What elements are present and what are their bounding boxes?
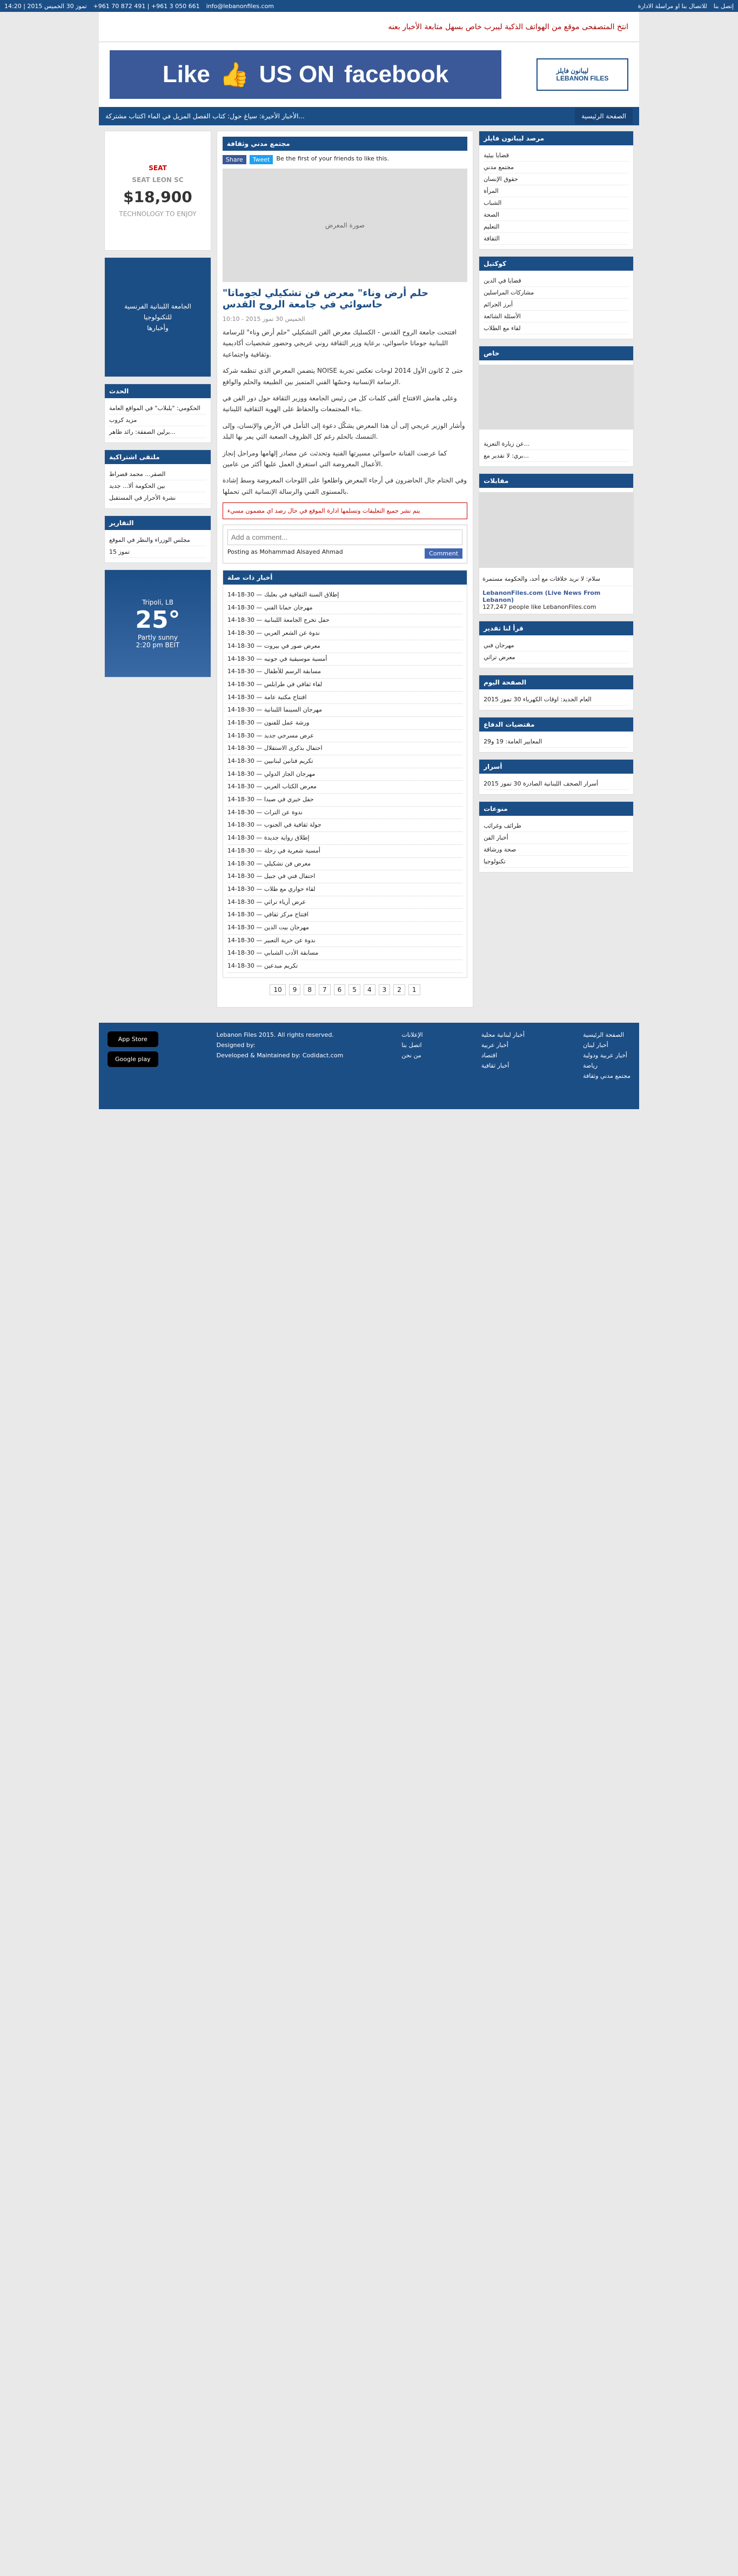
page-link[interactable]: 4 xyxy=(364,984,375,995)
section-title: مجتمع مدني وثقافة xyxy=(223,137,467,151)
announcement-strip xyxy=(99,12,639,42)
footer-link[interactable]: رياضة xyxy=(583,1062,598,1069)
weather-status: Partly sunny xyxy=(137,633,178,641)
topbar-action-0[interactable]: إتصل بنا xyxy=(713,2,734,10)
interview-image xyxy=(479,492,633,568)
article-paragraph: كما عرضت الفنانة حاسوائي مسيرتها الفنية وتحدثت عن مصادر إلهامها ومراحل إنجاز الأعمال المعروضة التي استغرق العمل عليها أكثر من عامين. xyxy=(222,449,447,468)
site-footer xyxy=(99,1023,639,1109)
comment-actions xyxy=(227,548,462,559)
read-title: قرأ لنا تقدير xyxy=(479,621,633,635)
observatory-item[interactable]: التعليم xyxy=(484,221,629,233)
page-link[interactable]: 9 xyxy=(289,984,301,995)
fb-page-name: LebanonFiles.com (Live News From Lebanon) xyxy=(482,589,601,603)
related-item[interactable]: 14-18-30 — حفل تخرج الجامعة اللبنانية xyxy=(227,614,462,627)
topbar-date: 14:20 | 2015 تموز 30 الخميس xyxy=(4,2,87,10)
google-play-button[interactable]: Google play xyxy=(108,1051,158,1067)
tweet-button[interactable]: Tweet xyxy=(250,155,273,164)
related-item[interactable]: 14-18-30 — عرض مسرحي جديد xyxy=(227,730,462,743)
observatory-item[interactable]: المرأة xyxy=(484,185,629,197)
footer-link[interactable]: أخبار لبنان xyxy=(583,1041,608,1049)
related-item[interactable]: 14-18-30 — جولة ثقافية في الجنوب xyxy=(227,819,462,832)
comment-input[interactable] xyxy=(227,529,462,545)
defense-item[interactable]: المعايير العامة: 19 و29 xyxy=(484,736,629,748)
ad-car-model: SEAT LEON SC xyxy=(132,176,184,184)
ad-uni[interactable] xyxy=(105,258,211,377)
latest-text[interactable]: سياغ حول: كتاب الفصل المزيل في الماء اكتتاب مشتركة... xyxy=(105,112,305,120)
today-list xyxy=(479,689,633,710)
cocktail-item[interactable]: لقاء مع الطلاب xyxy=(484,323,629,334)
related-item[interactable]: 14-18-30 — لقاء حواري مع طلاب xyxy=(227,883,462,896)
ad-uni-line2: للتكنولوجيا xyxy=(143,313,172,321)
related-item[interactable]: 14-18-30 — مسابقة الرسم للأطفال xyxy=(227,666,462,679)
related-item[interactable]: 14-18-30 — احتفال بذكرى الاستقلال xyxy=(227,742,462,755)
logo-text xyxy=(556,67,609,82)
related-item[interactable]: 14-18-30 — تكريم فنانين لبنانيين xyxy=(227,755,462,768)
footer-developed[interactable]: Developed & Maintained by: Codidact.com xyxy=(216,1051,344,1059)
footer-apps xyxy=(108,1031,158,1101)
sports-list xyxy=(105,464,211,508)
footer-link[interactable]: مجتمع مدني وثقافة xyxy=(583,1072,630,1079)
interviews-box xyxy=(479,473,634,614)
related-item[interactable]: 14-18-30 — حفل خيري في صيدا xyxy=(227,794,462,807)
share-button[interactable]: Share xyxy=(223,155,246,164)
footer-copyright: Lebanon Files 2015. All rights reserved. xyxy=(216,1031,334,1038)
defense-box xyxy=(479,717,634,753)
ad-uni-box[interactable] xyxy=(104,257,211,377)
posting-as: Posting as Mohammad Alsayed Ahmad xyxy=(227,548,343,556)
special-image xyxy=(479,365,633,430)
observatory-item[interactable]: الثقافة xyxy=(484,233,629,245)
interview-caption[interactable]: سلام: لا نريد خلافات مع أحد، والحكومة مستمرة xyxy=(482,575,600,582)
ad-car-cta: TECHNOLOGY TO ENJOY xyxy=(119,210,197,218)
cocktail-box xyxy=(479,256,634,339)
page-link[interactable]: 10 xyxy=(270,984,285,995)
quiz-item[interactable]: 15 تموز xyxy=(109,546,206,558)
observatory-item[interactable]: مجتمع مدني xyxy=(484,162,629,173)
page-link[interactable]: 7 xyxy=(319,984,331,995)
sports-box-title: ملتقى اشتراكية xyxy=(105,450,211,464)
footer-col1 xyxy=(583,1031,630,1101)
cocktail-item[interactable]: مشاركات المراسلين xyxy=(484,287,629,299)
related-item[interactable]: 14-18-30 — افتتاح مركز ثقافي xyxy=(227,909,462,922)
latest-label: الأخبار الأخيرة: xyxy=(259,112,299,120)
cocktail-item[interactable]: قضايا في الدين xyxy=(484,275,629,287)
page-link[interactable]: 5 xyxy=(348,984,360,995)
facebook-banner[interactable] xyxy=(110,50,501,99)
site-logo[interactable] xyxy=(536,58,628,91)
article-paragraph: افتتحت جامعة الروح القدس - الكسليك معرض الفن التشكيلي "حلم أرض وناء" للرسامة اللبنانية جوماتا حاسوائي، برعاية وزير الثقافة روني عريجي وحضور شخصيات أكاديمية وثقافية واجتماعية. xyxy=(222,328,457,358)
related-item[interactable]: 14-18-30 — معرض فن تشكيلي xyxy=(227,858,462,871)
footer-link[interactable]: الصفحة الرئيسية xyxy=(583,1031,625,1038)
right-column xyxy=(479,131,634,1008)
sports-item[interactable]: الصقر... محمد قصراط xyxy=(109,468,206,480)
special-item[interactable]: عن زيارة التعزية... xyxy=(484,438,629,450)
quiz-box xyxy=(104,515,211,563)
cocktail-title: كوكتيل xyxy=(479,257,633,271)
misc-item[interactable]: تكنولوجيا xyxy=(484,856,629,868)
latest-box-title: الحدث xyxy=(105,384,211,398)
special-box xyxy=(479,346,634,467)
related-box xyxy=(223,570,467,978)
content-area xyxy=(99,125,639,1013)
ad-car[interactable] xyxy=(105,131,211,250)
article-paragraph: يتضمن المعرض الذي تنظمه شركة NOISE حتى 2 كانون الأول 2014 لوحات تعكس تجربة الرسامة الإنسانية وحسّها الفني المتميز بين الطبيعة والحلم والواقع. xyxy=(222,367,464,386)
quiz-list xyxy=(105,530,211,562)
sports-item[interactable]: بين الحكومة ألا... جديد xyxy=(109,480,206,492)
observatory-item[interactable]: الشباب xyxy=(484,197,629,209)
article-image xyxy=(223,169,467,282)
fb-like-text: Like xyxy=(162,61,210,88)
related-item[interactable]: 14-18-30 — مهرجان السينما اللبنانية xyxy=(227,704,462,717)
footer-credits xyxy=(217,1031,344,1101)
topbar-email[interactable]: info@lebanonfiles.com xyxy=(206,2,274,10)
related-item[interactable]: 14-18-30 — ندوة عن حرية التعبير xyxy=(227,935,462,948)
section-header xyxy=(223,137,467,151)
page-link[interactable]: 6 xyxy=(334,984,346,995)
thumb-icon: 👍 xyxy=(219,62,250,88)
read-list xyxy=(479,635,633,668)
read-item[interactable]: معرض تراثي xyxy=(484,652,629,663)
pagination xyxy=(223,984,467,995)
main-column xyxy=(217,131,473,1008)
sports-box xyxy=(104,450,211,509)
page-link[interactable]: 3 xyxy=(379,984,391,995)
topbar-phones: +961 70 872 491 | +961 3 050 661 xyxy=(93,2,200,10)
secrets-list xyxy=(479,774,633,794)
observatory-item[interactable]: الصحة xyxy=(484,209,629,221)
defense-list xyxy=(479,732,633,752)
related-item[interactable]: 14-18-30 — إطلاق رواية جديدة xyxy=(227,832,462,845)
footer-col2 xyxy=(481,1031,525,1101)
special-list xyxy=(479,434,633,466)
ad-car-price: $18,900 xyxy=(123,187,192,206)
latest-news-text xyxy=(105,112,305,120)
related-item[interactable]: 14-18-30 — مسابقة الأدب الشبابي xyxy=(227,947,462,960)
footer-designed: Designed by: xyxy=(216,1041,256,1049)
footer-link[interactable]: أخبار عربية ودولية xyxy=(583,1051,627,1059)
misc-box xyxy=(479,801,634,873)
latest-list xyxy=(105,398,211,442)
article-paragraph: وفي الختام جال الحاضرون في أرجاء المعرض واطلعوا على اللوحات المعروضة وسط إشادة بالمستوى الفني والرسالة الإنسانية التي تحملها. xyxy=(222,477,467,495)
article-paragraph: وأشار الوزير عريجي إلى أن هذا المعرض يشكّل دعوة إلى التأمل في الأرض والإنسان، وإلى التمسك بالحلم رغم كل الظروف الصعبة التي يمر بها البلد. xyxy=(222,421,465,441)
main-nav xyxy=(99,107,639,125)
misc-item[interactable]: صحة ورشاقة xyxy=(484,844,629,856)
interviews-title: مقابلات xyxy=(479,474,633,488)
latest-item[interactable]: الحكومي: "يلبلاب" في المواقع العامة xyxy=(109,403,206,414)
footer-col3 xyxy=(401,1031,422,1101)
related-item[interactable]: 14-18-30 — عرض أزياء تراثي xyxy=(227,896,462,909)
topbar-action-1[interactable]: للاتصال بنا او مراسلة الادارة xyxy=(638,2,707,10)
observatory-item[interactable]: حقوق الإنسان xyxy=(484,173,629,185)
fb-brand-text: facebook xyxy=(344,61,449,88)
app-store-button[interactable]: App Store xyxy=(108,1031,158,1047)
page-link[interactable]: 2 xyxy=(393,984,405,995)
related-item[interactable]: 14-18-30 — مهرجان حمانا الفني xyxy=(227,602,462,615)
page-link[interactable]: 1 xyxy=(408,984,420,995)
weather-temp: 25° xyxy=(135,606,180,634)
article-title: "حلم أرض وناء" معرض فن تشكيلي لجوماتا حاسوائي في جامعة الروح القدس xyxy=(222,287,428,310)
footer-link[interactable]: أخبار عربية xyxy=(481,1041,508,1049)
top-bar xyxy=(0,0,738,12)
related-item[interactable]: 14-18-30 — إطلاق السنة الثقافية في بعلبك xyxy=(227,589,462,602)
comment-button[interactable]: Comment xyxy=(425,548,462,559)
footer-link[interactable]: اتصل بنا xyxy=(401,1041,422,1049)
logo-ar: ليبانون فايلز xyxy=(556,67,589,75)
special-item[interactable]: بري: لا تقدير مع... xyxy=(484,450,629,462)
ad-uni-line1: الجامعة اللبنانية الفرنسية xyxy=(124,303,191,310)
left-column xyxy=(104,131,211,1008)
related-item[interactable]: 14-18-30 — مهرجان الجاز الدولي xyxy=(227,768,462,781)
related-item[interactable]: 14-18-30 — مهرجان بيت الدين xyxy=(227,922,462,935)
today-item[interactable]: العام الجديد: اوقات الكهرباء 30 تموز 2015 xyxy=(484,694,629,706)
weather-time: 2:20 pm BEIT xyxy=(136,641,180,649)
defense-title: مقتضيات الدفاع xyxy=(479,717,633,732)
article-paragraph: وعلى هامش الافتتاح ألقى كلمات كل من رئيس الجامعة ووزير الثقافة حول دور الفن في بناء المجتمعات والحفاظ على الهوية الثقافية اللبنانية. xyxy=(222,394,457,413)
ad-car-brand: SEAT xyxy=(149,164,167,172)
related-item[interactable]: 14-18-30 — أمسية شعرية في زحلة xyxy=(227,845,462,858)
related-item[interactable]: 14-18-30 — ورشة عمل للفنون xyxy=(227,717,462,730)
footer-link[interactable]: أخبار لبنانية محلية xyxy=(481,1031,525,1038)
related-item[interactable]: 14-18-30 — أمسية موسيقية في جونيه xyxy=(227,653,462,666)
read-box xyxy=(479,621,634,668)
secrets-title: أسرار xyxy=(479,760,633,774)
fb-us-text: US ON xyxy=(259,61,335,88)
related-list xyxy=(223,585,467,977)
share-bar xyxy=(223,155,467,164)
related-item[interactable]: 14-18-30 — ندوة عن الشعر العربي xyxy=(227,627,462,640)
article-date: الخميس 30 تموز 2015 - 10:10 xyxy=(222,316,305,323)
related-item[interactable]: 14-18-30 — تكريم مبدعين xyxy=(227,960,462,973)
today-title: الصفحة اليوم xyxy=(479,675,633,689)
misc-list xyxy=(479,816,633,872)
logo-en: LEBANON FILES xyxy=(556,75,609,82)
cocktail-item[interactable]: أبرز الجرائم xyxy=(484,299,629,311)
misc-item[interactable]: طرائف وغرائب xyxy=(484,820,629,832)
related-item[interactable]: 14-18-30 — معرض صور في بيروت xyxy=(227,640,462,653)
secrets-box xyxy=(479,759,634,795)
footer-link[interactable]: أخبار ثقافية xyxy=(481,1062,509,1069)
fb-page-likes: 127,247 people like LebanonFiles.com xyxy=(482,603,596,611)
quiz-box-title: التقارير xyxy=(105,516,211,530)
latest-item[interactable]: مزيد كروب xyxy=(109,414,206,426)
related-item[interactable]: 14-18-30 — احتفال فني في جبيل xyxy=(227,870,462,883)
sports-item[interactable]: نشرة الأحرار في المستقبل xyxy=(109,492,206,504)
nav-home-button[interactable]: الصفحة الرئيسية xyxy=(575,108,633,124)
latest-item[interactable]: برلين الصفقة: رائد ظاهر... xyxy=(109,426,206,438)
fb-page-widget[interactable] xyxy=(479,586,633,614)
page-link[interactable]: 8 xyxy=(304,984,316,995)
observatory-box xyxy=(479,131,634,250)
comment-notice: يتم نشر جميع التعليقات وتسلمها ادارة الموقع في حال رصد اي مضمون مسيء xyxy=(223,502,467,519)
read-item[interactable]: مهرجان فني xyxy=(484,640,629,652)
today-box xyxy=(479,675,634,710)
footer-link[interactable]: اقتصاد xyxy=(481,1051,498,1059)
article-image-alt: صورة المعرض xyxy=(325,222,365,229)
secrets-item[interactable]: أسرار الصحف اللبنانية الصادرة 30 تموز 2015 xyxy=(484,778,629,790)
related-title: أخبار ذات صلة xyxy=(223,571,467,585)
weather-widget xyxy=(104,569,211,677)
related-item[interactable]: 14-18-30 — افتتاح مكتبة عامة xyxy=(227,692,462,705)
site-header xyxy=(99,42,639,107)
special-title: خاص xyxy=(479,346,633,360)
misc-item[interactable]: أخبار الفن xyxy=(484,832,629,844)
related-item[interactable]: 14-18-30 — ندوة عن التراث xyxy=(227,807,462,820)
footer-link[interactable]: الإعلانات xyxy=(401,1031,423,1038)
comment-box xyxy=(223,525,467,564)
observatory-title: مرصد ليبانون فايلز xyxy=(479,131,633,145)
ad-uni-line3: وأخبارها xyxy=(147,324,169,332)
weather-city: Tripoli, LB xyxy=(142,598,173,606)
ad-car-box[interactable] xyxy=(104,131,211,251)
misc-title: منوعات xyxy=(479,802,633,816)
page-wrapper xyxy=(99,12,639,1109)
cocktail-list xyxy=(479,271,633,339)
observatory-list xyxy=(479,145,633,249)
related-item[interactable]: 14-18-30 — لقاء ثقافي في طرابلس xyxy=(227,679,462,692)
latest-box xyxy=(104,384,211,443)
related-item[interactable]: 14-18-30 — معرض الكتاب العربي xyxy=(227,781,462,794)
footer-link[interactable]: من نحن xyxy=(401,1051,421,1059)
observatory-item[interactable]: قضايا بيئية xyxy=(484,150,629,162)
quiz-item[interactable]: مجلس الوزراء والنظر في الموقع xyxy=(109,534,206,546)
cocktail-item[interactable]: الأسئلة الشائعة xyxy=(484,311,629,323)
announcement-text[interactable]: انتخ المتصفحى موقع من الهواتف الذكية ليبرب خاص بسهل متابعة الأخبار بعنه xyxy=(388,22,628,31)
like-hint: Be the first of your friends to like this. xyxy=(276,155,389,162)
